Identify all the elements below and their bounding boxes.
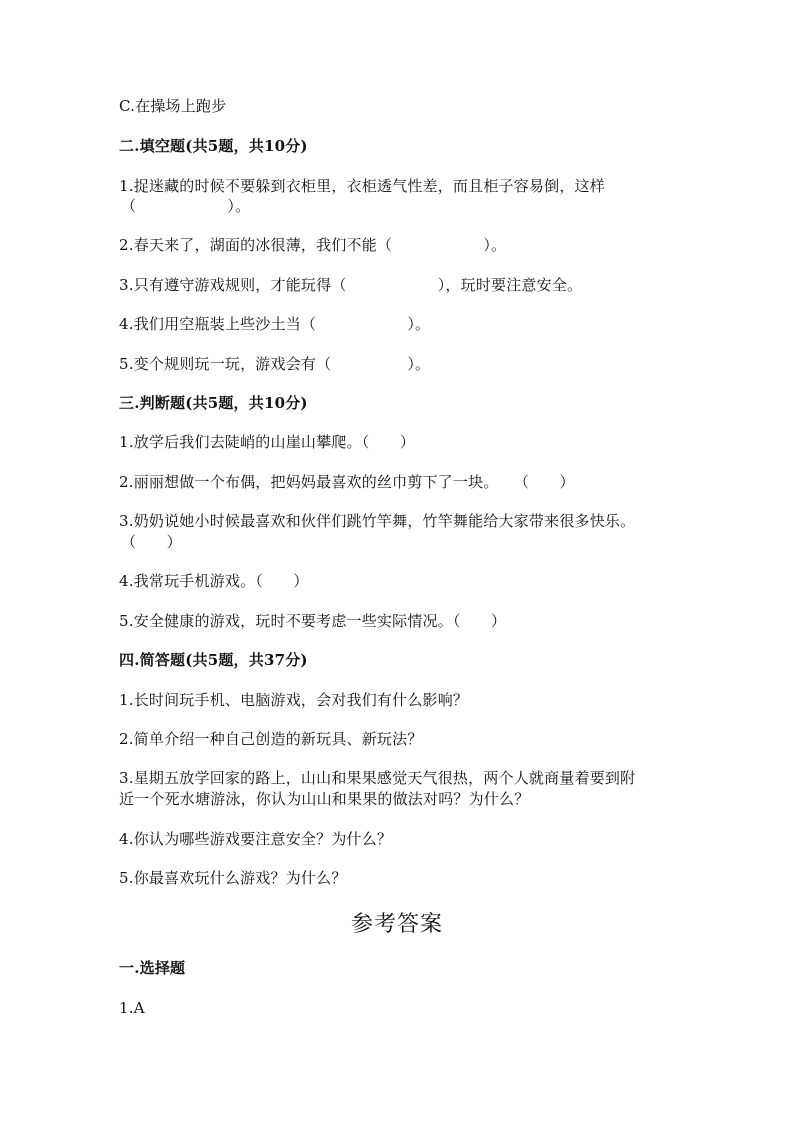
fill-blank-item-1: 1.捉迷藏的时候不要躲到衣柜里，衣柜透气性差，而且柜子容易倒，这样 [119, 177, 605, 195]
short-answer-item-5: 5.你最喜欢玩什么游戏？为什么？ [119, 869, 347, 887]
choice-option-c: C.在操场上跑步 [119, 97, 227, 115]
true-false-item-5: 5.安全健康的游戏，玩时不要考虑一些实际情况。（ ） [119, 612, 507, 630]
answer-item-1: 1.A [119, 999, 145, 1017]
short-answer-item-2: 2.简单介绍一种自己创造的新玩具、新玩法？ [119, 730, 423, 748]
true-false-item-4: 4.我常玩手机游戏。（ ） [119, 572, 309, 590]
fill-blank-item-3: 3.只有遵守游戏规则，才能玩得（ ），玩时要注意安全。 [119, 276, 583, 294]
short-answer-item-1: 1.长时间玩手机、电脑游戏，会对我们有什么影响？ [119, 691, 469, 709]
section-fill-blank-title: 二.填空题(共5题，共10分) [119, 137, 308, 155]
true-false-item-3: 3.奶奶说她小时候最喜欢和伙伴们跳竹竿舞，竹竿舞能给大家带来很多快乐。 [119, 512, 636, 530]
true-false-item-1: 1.放学后我们去陡峭的山崖山攀爬。（ ） [119, 433, 416, 451]
short-answer-item-4: 4.你认为哪些游戏要注意安全？为什么？ [119, 830, 393, 848]
answer-key-title: 参考答案 [350, 912, 443, 937]
fill-blank-item-1-continued: （ ）。 [121, 197, 251, 215]
fill-blank-item-5: 5.变个规则玩一玩，游戏会有（ ）。 [119, 355, 431, 373]
true-false-item-3-continued: （ ） [121, 533, 182, 551]
true-false-item-2: 2.丽丽想做一个布偶，把妈妈最喜欢的丝巾剪下了一块。 （ ） [119, 473, 575, 491]
short-answer-item-3-continued: 近一个死水塘游泳，你认为山山和果果的做法对吗？为什么？ [119, 790, 530, 808]
section-short-answer-title: 四.简答题(共5题，共37分) [119, 651, 308, 669]
fill-blank-item-4: 4.我们用空瓶装上些沙土当（ ）。 [119, 315, 431, 333]
short-answer-item-3: 3.星期五放学回家的路上，山山和果果感觉天气很热，两个人就商量着要到附 [119, 769, 636, 787]
section-true-false-title: 三.判断题(共5题，共10分) [119, 394, 308, 412]
fill-blank-item-2: 2.春天来了，湖面的冰很薄，我们不能（ ）。 [119, 236, 507, 254]
answer-section-choice-title: 一.选择题 [119, 959, 186, 977]
